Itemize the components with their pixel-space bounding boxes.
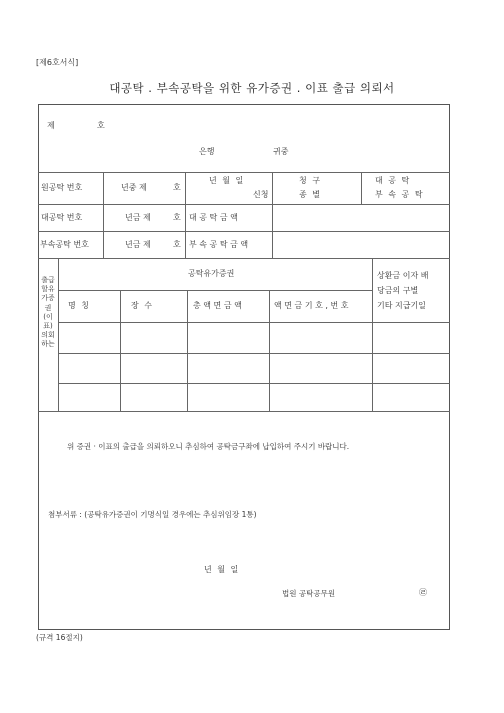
paper-size-note: (규격 16절지): [36, 633, 83, 642]
divider: [372, 258, 373, 411]
ho-label: 호: [97, 121, 105, 130]
dae-deposit-number-label: 대공탁 번호: [41, 213, 83, 222]
column-name: 명 칭: [68, 301, 91, 310]
original-deposit-number-label: 원공탁 번호: [41, 183, 83, 192]
dae-deposit-label: 대 공 탁: [375, 176, 411, 185]
securities-side-label: 출급할유가증권(이표)의회하는: [41, 276, 55, 349]
ho-label: 호: [173, 183, 181, 192]
divider: [38, 231, 450, 232]
divider: [38, 258, 450, 259]
divider: [38, 204, 450, 205]
date-line: 년 월 일: [204, 565, 240, 574]
divider: [38, 172, 450, 173]
busok-deposit-label: 부 속 공 탁: [375, 190, 425, 199]
busok-deposit-number-label: 부속공탁 번호: [40, 240, 89, 249]
right-header-line2: 당금의 구별: [377, 286, 419, 295]
request-statement: 위 증권 · 이표의 출급을 의뢰하오니 추심하여 공탁금구좌에 납입하여 주시기 바랍니다.: [67, 442, 350, 451]
ho-label: 호: [173, 213, 181, 222]
column-count: 장 수: [131, 301, 154, 310]
divider: [58, 290, 372, 291]
divider: [103, 172, 104, 258]
year-number-label: 년금 제: [125, 213, 151, 222]
date-label: 년 월 일: [209, 176, 245, 185]
kind-label: 종 별: [299, 190, 322, 199]
right-header-line1: 상환금 이자 배: [377, 271, 429, 280]
year-number-label: 년중 제: [121, 183, 147, 192]
attachment-note: 첨부서류 : (공탁유가증권이 기명식일 경우에는 추심위임장 1통): [48, 510, 257, 519]
divider: [58, 258, 59, 411]
divider: [361, 172, 362, 204]
right-header-line3: 기타 지급기일: [377, 301, 426, 310]
column-total-face-amount: 총 액 면 금 액: [193, 301, 242, 310]
no-label: 제: [47, 121, 55, 130]
ho-label: 호: [173, 240, 181, 249]
dae-deposit-amount-label: 대 공 탁 금 액: [189, 213, 238, 222]
applied-label: 신청: [253, 190, 269, 199]
divider: [187, 290, 188, 411]
column-face-symbol-number: 액 면 금 기 호 , 번 호: [274, 301, 349, 310]
form-number: [제6호서식]: [36, 58, 79, 67]
divider: [269, 290, 270, 411]
year-number-label: 년금 제: [125, 240, 151, 249]
bank-label: 은행: [199, 147, 215, 156]
divider: [272, 172, 273, 258]
divider: [58, 353, 450, 354]
divider: [120, 290, 121, 411]
divider: [58, 383, 450, 384]
seal-icon: ㉣: [419, 588, 427, 597]
busok-deposit-amount-label: 부 속 공 탁 금 액: [189, 240, 249, 249]
divider: [185, 172, 186, 258]
divider: [58, 322, 450, 323]
securities-group-header: 공탁유가증권: [188, 269, 235, 278]
signer-label: 법원 공탁공무원: [282, 589, 336, 598]
request-label: 청 구: [299, 176, 322, 185]
form-title: 대공탁 . 부속공탁을 위한 유가증권 . 이표 출급 의뢰서: [109, 81, 395, 95]
addressee-label: 귀중: [273, 147, 289, 156]
divider: [38, 411, 450, 412]
